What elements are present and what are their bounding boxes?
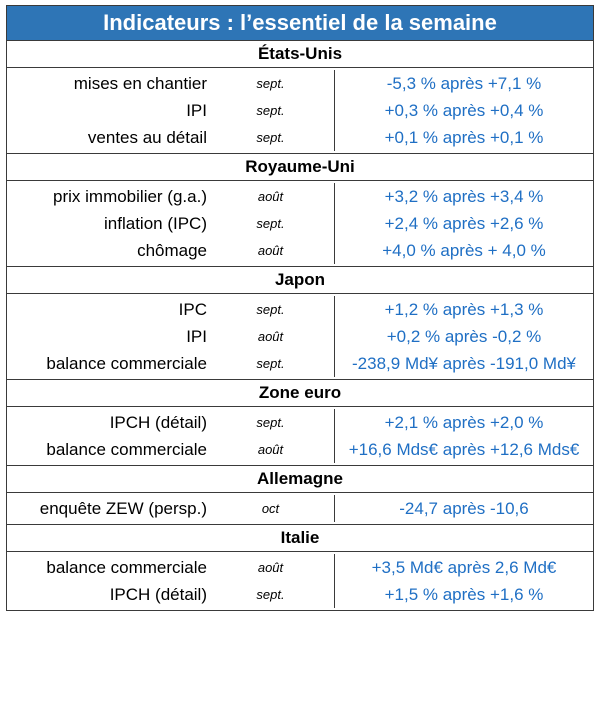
table-title: Indicateurs : l’essentiel de la semaine [7, 6, 593, 41]
table-row [7, 210, 593, 237]
indicator-value: -24,7 après -10,6 [334, 495, 593, 522]
indicator-value: +0,2 % après -0,2 % [334, 323, 593, 350]
indicator-period: oct [261, 501, 280, 516]
indicator-period: août [257, 560, 284, 575]
indicator-period: sept. [256, 302, 285, 317]
indicator-label: balance commerciale [46, 353, 207, 373]
table-row [7, 495, 593, 522]
indicator-label: ventes au détail [87, 127, 207, 147]
indicator-label: IPC [178, 299, 207, 319]
indicator-period: août [257, 189, 284, 204]
indicator-label: prix immobilier (g.a.) [53, 186, 207, 206]
section-header-japon: Japon [7, 266, 593, 294]
indicator-value: +4,0 % après + 4,0 % [334, 237, 593, 264]
indicator-value: -5,3 % après +7,1 % [334, 70, 593, 97]
indicator-label: IPCH (détail) [109, 412, 207, 432]
indicator-period: sept. [256, 103, 285, 118]
table-row [7, 237, 593, 264]
section-body-etats-unis [7, 68, 593, 153]
table-row [7, 183, 593, 210]
indicator-label: mises en chantier [73, 73, 207, 93]
table-row [7, 350, 593, 377]
section-header-allemagne: Allemagne [7, 465, 593, 493]
indicator-value: +3,2 % après +3,4 % [334, 183, 593, 210]
table-row [7, 296, 593, 323]
indicator-label: IPCH (détail) [109, 584, 207, 604]
indicator-value: -238,9 Md¥ après -191,0 Md¥ [334, 350, 593, 377]
indicator-period: août [257, 329, 284, 344]
indicator-period: sept. [256, 130, 285, 145]
indicator-period: août [257, 442, 284, 457]
indicator-period: sept. [256, 216, 285, 231]
indicator-label: balance commerciale [46, 439, 207, 459]
indicator-value: +16,6 Mds€ après +12,6 Mds€ [334, 436, 593, 463]
indicator-value: +2,1 % après +2,0 % [334, 409, 593, 436]
indicator-value: +0,1 % après +0,1 % [334, 124, 593, 151]
indicator-value: +1,2 % après +1,3 % [334, 296, 593, 323]
table-row [7, 323, 593, 350]
section-body-zone-euro [7, 407, 593, 465]
section-body-japon [7, 294, 593, 379]
table-row [7, 97, 593, 124]
table-row [7, 436, 593, 463]
table-row [7, 124, 593, 151]
section-body-italie [7, 552, 593, 610]
table-row [7, 581, 593, 608]
indicator-period: août [257, 243, 284, 258]
indicator-label: enquête ZEW (persp.) [39, 498, 207, 518]
indicator-label: IPI [186, 326, 207, 346]
section-body-allemagne [7, 493, 593, 524]
section-body-royaume-uni [7, 181, 593, 266]
indicator-label: inflation (IPC) [104, 213, 207, 233]
indicator-value: +0,3 % après +0,4 % [334, 97, 593, 124]
indicator-label: balance commerciale [46, 557, 207, 577]
indicator-period: sept. [256, 587, 285, 602]
indicator-value: +1,5 % après +1,6 % [334, 581, 593, 608]
table-body [7, 41, 593, 610]
indicator-period: sept. [256, 415, 285, 430]
indicator-period: sept. [256, 356, 285, 371]
indicator-label: chômage [137, 240, 207, 260]
indicator-period: sept. [256, 76, 285, 91]
section-header-zone-euro: Zone euro [7, 379, 593, 407]
indicator-table [6, 5, 594, 611]
indicator-label: IPI [186, 100, 207, 120]
indicator-value: +2,4 % après +2,6 % [334, 210, 593, 237]
section-header-etats-unis: États-Unis [7, 41, 593, 68]
indicator-value: +3,5 Md€ après 2,6 Md€ [334, 554, 593, 581]
table-row [7, 554, 593, 581]
table-row [7, 409, 593, 436]
table-row [7, 70, 593, 97]
section-header-italie: Italie [7, 524, 593, 552]
section-header-royaume-uni: Royaume-Uni [7, 153, 593, 181]
